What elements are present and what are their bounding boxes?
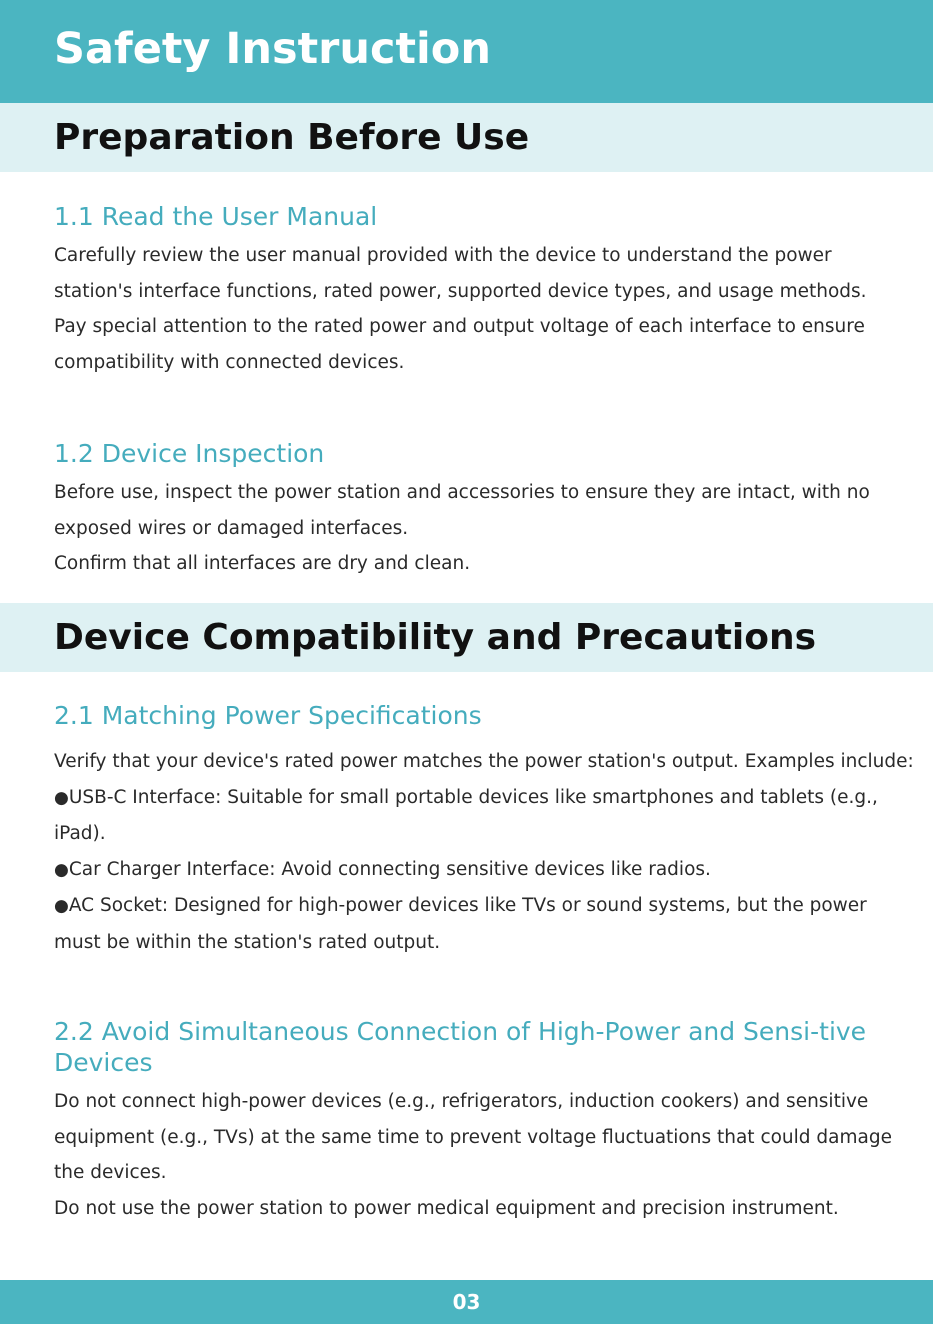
top-banner	[0, 0, 933, 103]
subheading-device-inspection: 1.2 Device Inspection	[54, 439, 325, 468]
section-heading-preparation: Preparation Before Use	[54, 117, 530, 158]
bullet-item-usb-c: ● USB-C Interface: Suitable for small portable devices like smartphones and tablets (e.g., iPad).	[54, 780, 914, 852]
subheading-matching-power: 2.1 Matching Power Specifications	[54, 701, 482, 730]
read-manual-text	[54, 238, 914, 380]
paragraph: Do not use the power station to power medical equipment and precision instrument.	[54, 1197, 839, 1219]
paragraph: Do not connect high-power devices (e.g., refrigerators, induction cookers) and sensitive equipment (e.g., TVs) at the same time to prevent voltage fluctuations that could damage the devices.	[54, 1091, 892, 1183]
avoid-simultaneous-text	[54, 1084, 914, 1226]
page-title: Safety Instruction	[54, 24, 491, 74]
section-heading-compatibility: Device Compatibility and Precautions	[54, 617, 817, 658]
section-band-preparation	[0, 103, 933, 172]
paragraph: Verify that your device's rated power matches the power station's output. Examples include:	[54, 751, 914, 772]
section-band-compatibility	[0, 603, 933, 672]
matching-power-text	[54, 744, 914, 960]
subheading-read-manual: 1.1 Read the User Manual	[54, 202, 378, 231]
paragraph: Pay special attention to the rated power and output voltage of each interface to ensure compatibility with connected devices.	[54, 316, 865, 373]
page-number: 03	[452, 1290, 481, 1314]
bullet-item-car-charger: ● Car Charger Interface: Avoid connecting sensitive devices like radios.	[54, 852, 914, 889]
subheading-avoid-simultaneous: 2.2 Avoid Simultaneous Connection of High-Power and Sensi-tive Devices	[54, 1017, 867, 1077]
paragraph: Before use, inspect the power station and accessories to ensure they are intact, with no exposed wires or damaged interfaces.	[54, 482, 870, 539]
paragraph: Carefully review the user manual provided with the device to understand the power station's interface functions, rated power, supported device types, and usage methods.	[54, 245, 867, 302]
paragraph: Confirm that all interfaces are dry and clean.	[54, 553, 471, 574]
device-inspection-text	[54, 475, 914, 582]
bullet-item-ac-socket: ● AC Socket: Designed for high-power devices like TVs or sound systems, but the power must be within the station's rated output.	[54, 888, 914, 960]
footer-bar	[0, 1280, 933, 1324]
